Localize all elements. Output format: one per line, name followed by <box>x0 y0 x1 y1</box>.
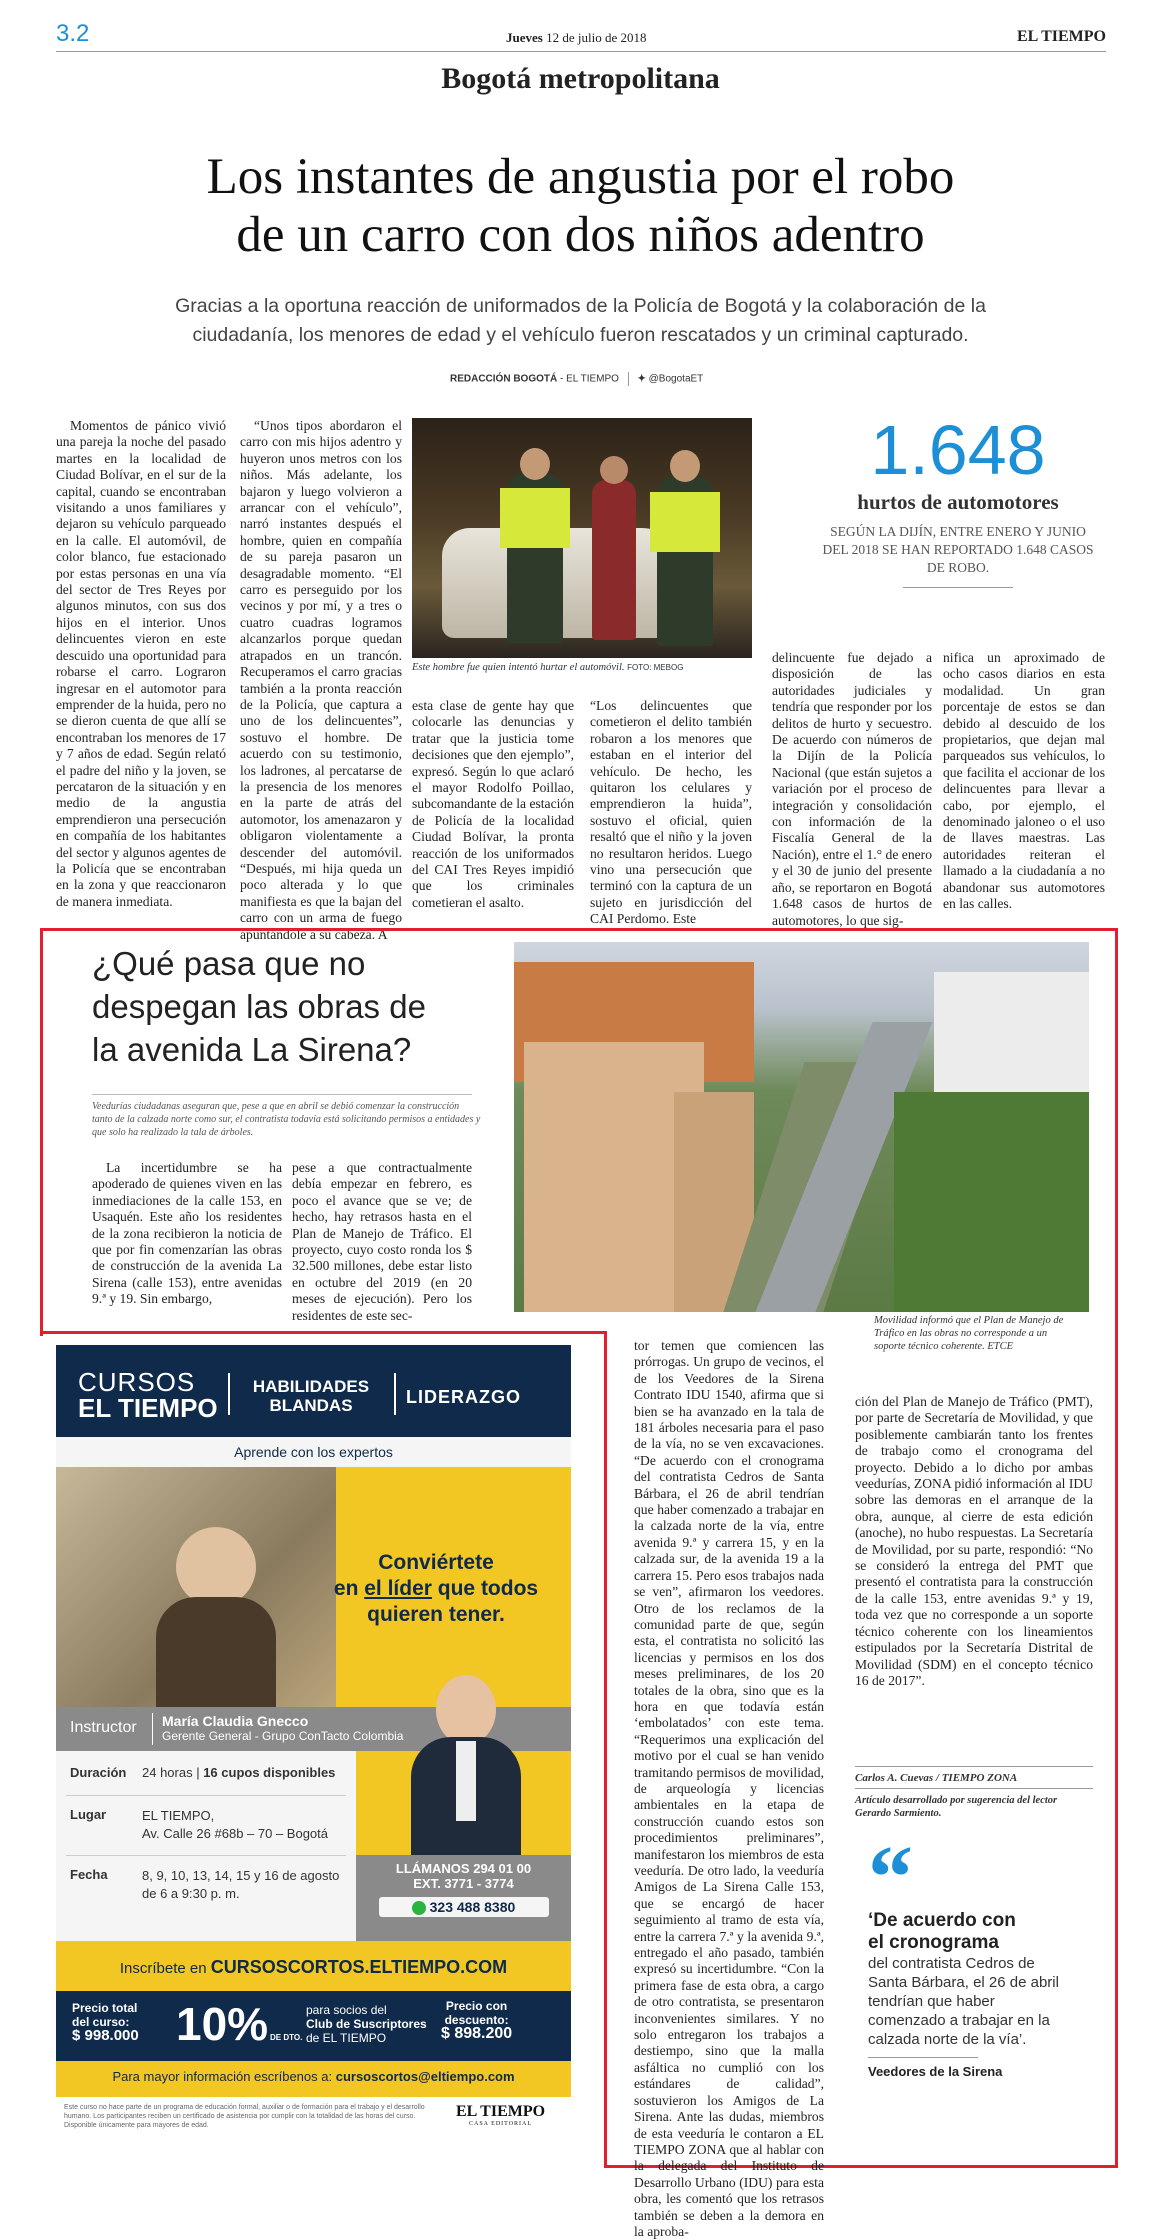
whatsapp-icon <box>412 1901 426 1915</box>
ad-subtitle-bar: Aprende con los expertos <box>56 1437 571 1467</box>
page-number: 3.2 <box>56 20 90 47</box>
police-photo <box>412 418 752 658</box>
ad-signup-link[interactable]: Inscríbete en CURSOSCORTOS.ELTIEMPO.COM <box>119 1957 508 1977</box>
ad-details: Duración 24 horas | 16 cupos disponibles Lugar EL TIEMPO, Av. Calle 26 #68b – 70 – Bogotá Fecha 8, 9, 10, 13, 14, 15 y 16 de agosto de 6 a 9:30 p. m. <box>56 1751 356 1941</box>
stat-label: hurtos de automotores <box>857 490 1059 514</box>
ad-team-photo <box>56 1467 336 1707</box>
avenue-aerial-photo <box>514 942 1089 1312</box>
headline: Los instantes de angustia por el robo de un carro con dos niños adentro <box>206 149 955 263</box>
stat-text: SEGÚN LA DIJÍN, ENTRE ENERO Y JUNIO DEL 2018 SE HAN REPORTADO 1.648 CASOS DE ROBO. <box>822 524 1094 575</box>
instructor-portrait <box>401 1675 531 1875</box>
stat-number: 1.648 <box>870 411 1046 489</box>
article-column-3: esta clase de gente hay que colocarle las denuncias y tratar que la justicia tome decisiones que den ejemplo”, expresó. Según lo que aclaró el mayor Rodolfo Poillao, subcomandante de la estación de Policía de la localidad Ciudad Bolívar, la pronta reacción de los uniformados del CAI Tres Reyes impidió que los criminales cometieran el asalto. <box>412 698 574 910</box>
sirena-column-3: tor temen que comiencen las prórrogas. Un grupo de vecinos, el de los Veedores de la Sirena Contrato IDU 1540, afirma que si bien se ha avanzado en la tala de 181 árboles necesaria para el paso de la vía, no se ven excavaciones. “De acuerdo con el cronograma del contratista Cedros de Santa Bárbara, el 26 de abril tendrían que haber comenzado a trabajar en la calzada norte de la vía, entre avenida 9.ª y carrera 15, y en la calzada sur, de la avenida 19 a la carrera 15. Pero esos trabajos nada se ven”, afirmaron los veedores. Otro de los reclamos de la comunidad parte de que, según esta, el contratista no solicitó las licencias y permisos en los dos meses preliminares, de los 20 totales de la obra, sino que es la hora en que todavía están ‘embolatados’ con este tema. “Requerimos una explicación del motivo por el cual se han venido tramitando permisos de movilidad, de arqueología y licencias ambientales en la etapa de construcción cuando estos son procedimientos preliminares”, manifestaron los miembros de esta veeduría. De otro lado, la veeduría Amigos de La Sirena Calle 153, que se encargó de hacer seguimiento al tramo de esta vía, entre la carrera 7.ª y la avenida 9.ª, entregado el año pasado, también expresó su incertidumbre. “Con la primera fase de esta obra, a cargo de otro contratista, se presentaron inconvenientes similares. Y no solo entregaron los trabajos a destiempo, sino que la malla asfáltica no cumplió con los estándares de calidad”, sostuvieron los Amigos de La Sirena. Ante las dudas, miembros de esta veeduría le contaron a EL TIEMPO ZONA que al hablar con la delegada del Instituto de Desarrollo Urbano (IDU) para esta obra, les comentó que los retrasos también se deben a la demora en la aproba- <box>634 1338 824 2239</box>
article-column-6: nifica un aproximado de ocho casos diarios en esta modalidad. Un gran porcentaje de estos se dan debido al descuido de los propietarios, que dejan mal parqueados sus vehículos, lo que facilita el accionar de los delincuentes para llevar a cabo, por ejemplo, el denominado jalonео o el uso de llaves maestras. Las autoridades reiteran el llamado a la ciudadanía a no abandonar sus automotores en las calles. <box>943 650 1105 912</box>
whatsapp-number[interactable]: 323 488 8380 <box>379 1897 549 1917</box>
sirena-photo-caption: Movilidad informó que el Plan de Manejo de Tráfico en las obras no corresponde a un soporte técnico coherente. ETCE <box>874 1315 1064 1352</box>
tab-habilidades: HABILIDADES BLANDAS <box>252 1377 370 1415</box>
article-column-2: “Unos tipos abordaron el carro con mis hijos adentro y huyeron unos metros con los niños. Más adelante, los bajaron y luego volvieron a arrancar con el vehículo”, narró instantes después el hombre, quien en compañía de su pareja pasaron un desagradable momento. “El carro es perseguido por los vecinos y por mí, y a tres o cuatro cuadras logramos alcanzarlos porque quedan atrapados en un trancón. Recuperamos el carro gracias también a la pronta reacción de la Policía, que captura a uno de los delincuentes”, sostuvo el hombre. De acuerdo con su testimonio, los ladrones, al percatarse de la presencia de los menores en la parte de atrás del automotor, los amenazaron y obligaron violentamente a descender del automóvil. “Después, mi hija queda un poco alterada y lo que manifiesta es que la bajan del carro con un arma de fuego apuntándole a su cabeza. A <box>240 418 402 942</box>
quote-mark-icon: “ <box>868 1828 913 1927</box>
pull-quote: “ ‘De acuerdo con el cronograma del contratista Cedros de Santa Bárbara, el 26 de abril tendrían que haber comenzado a trabajar en la calzada norte de la vía’. Veedores de la Sirena <box>868 1848 1068 2079</box>
sirena-author: Carlos A. Cuevas / TIEMPO ZONA <box>855 1772 1018 1784</box>
masthead-logo: EL TIEMPO <box>1016 28 1106 45</box>
sirena-lead: Veedurías ciudadanas aseguran que, pese a que en abril se debió comenzar la construcción tanto de la calzada norte como sur, el contratista todavía está solicitando permisos a entidades y que solo ha realizado la tala de árboles. <box>92 1101 481 1138</box>
stat-box <box>808 410 1108 600</box>
sirena-column-4: ción del Plan de Manejo de Tráfico (PMT), por parte de Secretaría de Movilidad, y que posiblemente cambiarán tanto los frentes de trabajo como el cronograma del proyecto. Debido a lo dicho por ambas veedurías, ZONA pidió información al IDU sobre las demoras en el arranque de la obra, aunque, al cierre de esta edición (anoche), no hubo respuestas. La Secretaría de Movilidad, por su parte, respondió: “No se consideró la entrega del PMT que presentó el contratista para la construcción de la calle 153, entre avenidas 9.ª y 19, toda vez que no corresponde a un soporte técnico coherente con los lineamientos estipulados por la Secretaría Distrital de Movilidad (SDM) en el concepto técnico 16 de 2017”. <box>855 1394 1093 1688</box>
issue-date: Jueves 12 de julio de 2018 <box>506 30 647 45</box>
deck: Gracias a la oportuna reacción de uniformados de la Policía de Bogotá y la colaboración de la ciudadanía, los menores de edad y el vehículo fueron rescatados y un criminal capturado. <box>175 295 986 346</box>
ad-logo: EL TIEMPO CASA EDITORIAL <box>456 2103 546 2127</box>
twitter-handle[interactable]: @BogotaET <box>648 373 704 385</box>
sirena-headline: ¿Qué pasa que no despegan las obras de la avenida La Sirena? <box>92 945 426 1068</box>
cursos-logo: CURSOS EL TIEMPO <box>78 1367 218 1423</box>
article-column-5: delincuente fue dejado a disposición de las autoridades judiciales y tendría que responder por los delitos de hurto y secuestro. De acuerdo con números de la Dijín de la Policía Nacional (que están sujetos a variación por el proceso de integración y consolidación con información de la Fiscalía General de la Nación), entre el 1.° de enero y el 30 de junio del presente año, se reportaron en Bogotá 1.648 casos de hurtos de automotores, lo que sig- <box>772 650 932 928</box>
photo-caption: Este hombre fue quien intentó hurtar el automóvil. FOTO: MEBOG <box>412 662 684 673</box>
ad-fine-print: Este curso no hace parte de un programa de educación formal, auxiliar o de formación para el trabajo y el desarrollo humano. Los participantes reciben un certificado de asistencia por cumplir con la totalidad de las horas del curso. Disponible únicamente para mayores de edad. <box>64 2104 425 2129</box>
ad-call-box[interactable]: LLÁMANOS 294 01 00 EXT. 3771 - 3774 323 488 8380 <box>356 1855 571 1941</box>
article-column-1: Momentos de pánico vivió una pareja la noche del pasado martes en la localidad de Ciudad Bolívar, en el sur de la capital, cuando se encontraban visitando a unos familiares y dejaron su vehículo parqueado en la calle. El automóvil, de color blanco, fue estacionado por estas personas en una vía del sector de Tres Reyes por algunos minutos, con sus dos hijos en el interior. Unos delincuentes vieron en este descuido una oportunidad para robarse el carro. Lograron ingresar en el automotor para emprender de la huida, pero no se dieron cuenta de que allí se encontraban los menores de 17 y 7 años de edad. Según relató el padre del niño y la joven, se percataron de la situación y en medio de la angustia emprendieron una persecución en compañía de los habitantes del sector y algunos agentes de la Policía que se encontraban en la zona y que reaccionaron de manera inmediata. <box>56 418 226 909</box>
sirena-column-1: La incertidumbre se ha apoderado de quienes viven en las inmediaciones de la calle 153, en Usaquén. Este año los residentes de la zona recibieron la noticia de que por fin comenzarían las obras de construcción de la avenida La Sirena (calle 153), entre avenidas 9.ª y 19. Sin embargo, <box>92 1160 282 1307</box>
ad-slogan: Conviértete en el líder que todos quieren tener. <box>333 1551 539 1626</box>
sirena-column-2: pese a que contractualmente debía empezar en febrero, es poco el avance que se ve; de hecho, hay retrasos hasta en el Plan de Manejo de Tráfico. El proyecto, cuyo costo ronda los $ 32.500 millones, debe estar listo en octubre del 2019 (en 20 meses de ejecución). Pero los residentes de este sec- <box>292 1160 472 1323</box>
tab-liderazgo: LIDERAZGO <box>406 1387 521 1407</box>
ad-contact-email[interactable]: Para mayor información escríbenos a: cursoscortos@eltiempo.com <box>112 2069 515 2084</box>
section-title: Bogotá metropolitana <box>441 62 720 95</box>
page-header <box>56 18 1106 52</box>
article-column-4: “Los delincuentes que cometieron el delito también robaron a los menores que estaban en el interior del vehículo. De hecho, les quitaron los celulares y emprendieron la huida”, sostuvo el oficial, quien resaltó que el niño y la joven no resultaron heridos. Luego vino una persecución que terminó con la captura de un sujeto en jurisdicción del CAI Perdomo. Este <box>590 698 752 927</box>
ad-price-bar: Precio total del curso: $ 998.000 10% DE DTO. para socios del Club de Suscriptores de EL TIEMPO Precio con descuento: $ 898.200 <box>56 1991 571 2061</box>
twitter-icon: ✦ <box>637 373 646 385</box>
cursos-advertisement[interactable]: CURSOS EL TIEMPO HABILIDADES BLANDAS LIDERAZGO Aprende con los expertos Conviértete en el líder que todos quieren tener. Instructor María Claudia Gnecco Gerente General - Grupo ConTacto Colombia Duración 24 horas | 16 cupos disponibles Lugar EL TIEMPO, Av. Calle 26 #68b – 70 – Bogotá Fecha 8, 9, 10, 13, 14, 15 y 16 de agosto de 6 a 9:30 p. m. LLÁMANOS 294 01 00 EXT. 3771 - 3774 323 488 8380 Inscríbete en CURSOSCORTOS.ELTIEMPO.COM Precio total del curso: $ 998.000 10% DE DTO. para socios del Club de Suscriptores de EL TIEMPO Precio con descuento: $ 898.200 Para mayor información escríbenos a: cursoscortos@eltiempo.com Este curso no hace parte de un programa de educación formal, auxiliar o de formación para el trabajo y el desarrollo humano. Los participantes reciben un certificado de asistencia por cumplir con la totalidad de las horas del curso. Disponible únicamente para mayores de edad. EL TIEMPO CASA EDITORIAL <box>56 1345 571 2145</box>
sirena-note: Artículo desarrollado por sugerencia del lector Gerardo Sarmiento. <box>855 1795 1058 1819</box>
byline: REDACCIÓN BOGOTÁ - EL TIEMPO ✦ @BogotaET <box>450 373 704 385</box>
